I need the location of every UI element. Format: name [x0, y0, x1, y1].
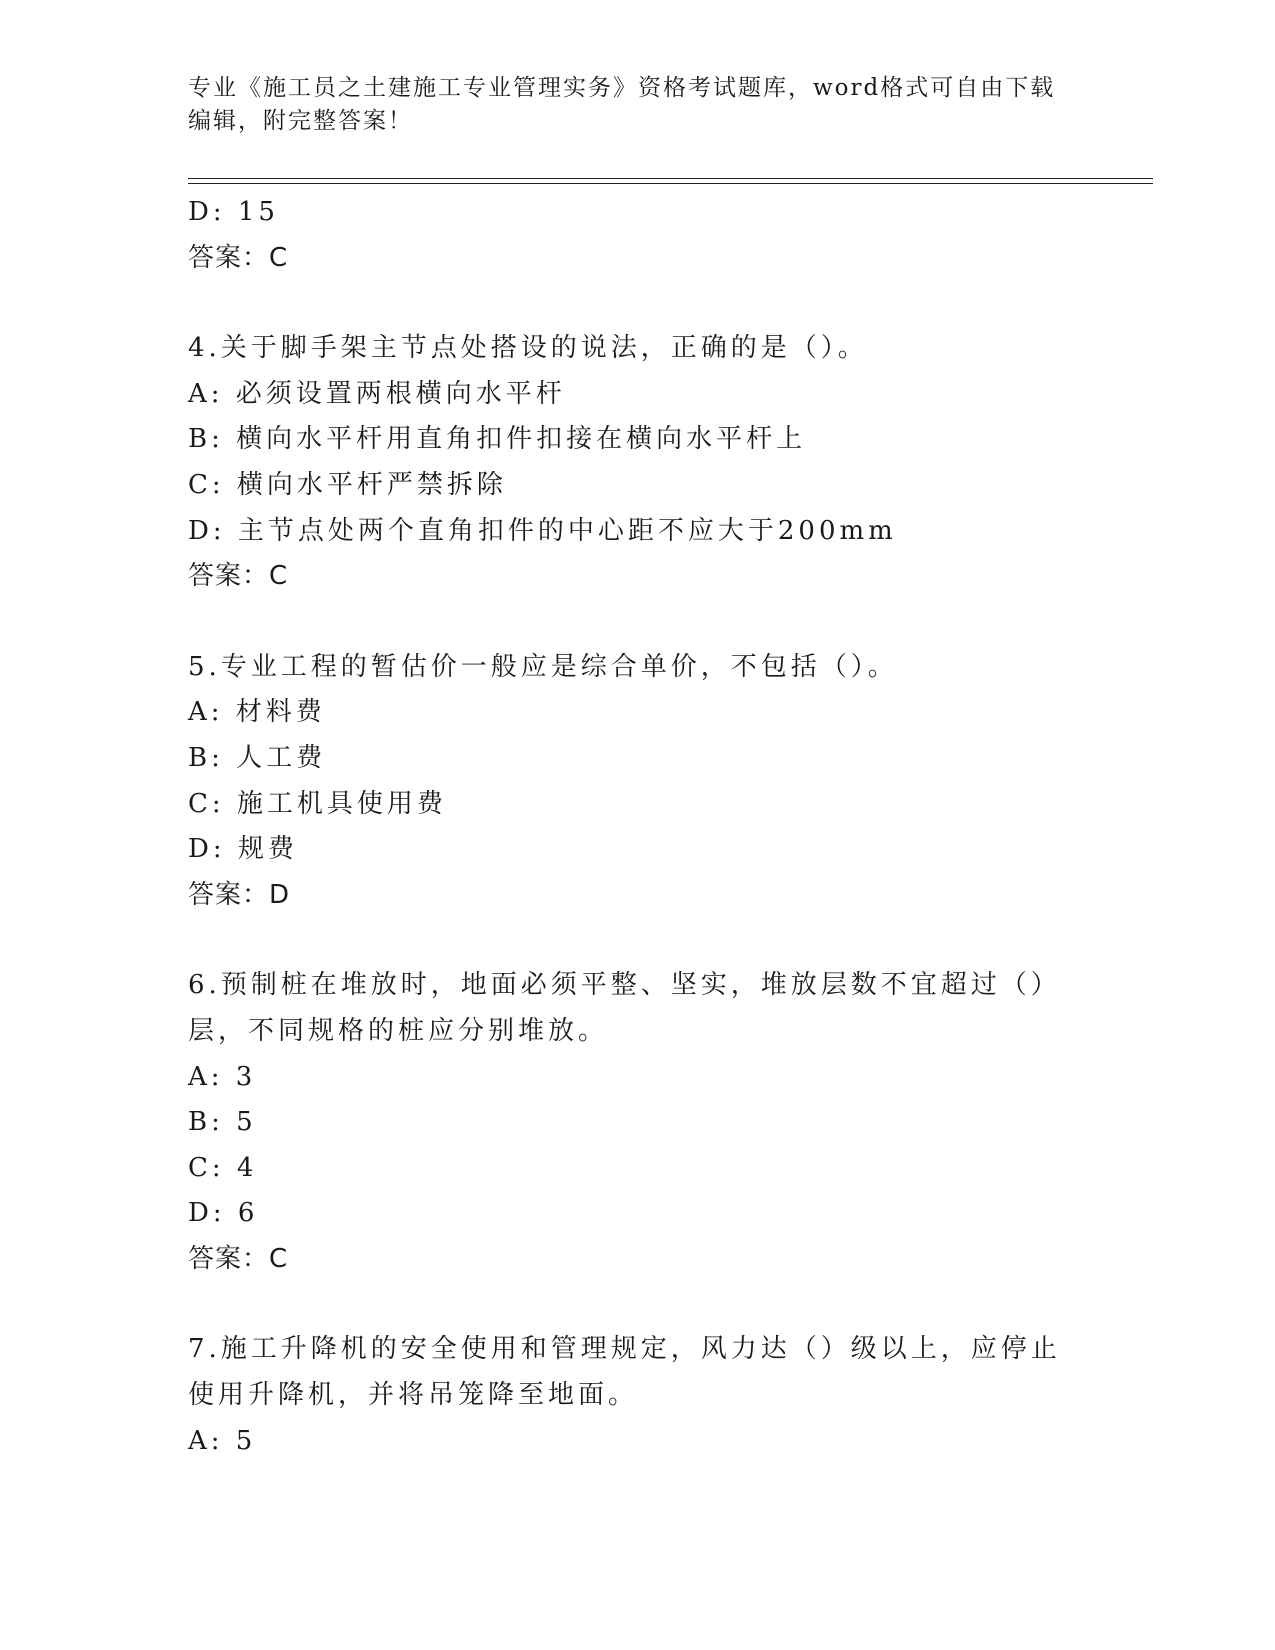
answer-line: 答案：C [188, 561, 289, 592]
answer-line: 答案：D [188, 879, 291, 910]
option-a: A: 3 [188, 1061, 257, 1092]
option-c: C: 施工机具使用费 [188, 788, 447, 819]
question-block [188, 1327, 1068, 1464]
question-stem: 7.施工升降机的安全使用和管理规定，风力达（）级以上，应停止使用升降机，并将吊笼降至地面。 [188, 1334, 1061, 1411]
option-b: B: 5 [188, 1107, 257, 1138]
option-b: B: 横向水平杆用直角扣件扣接在横向水平杆上 [188, 424, 807, 455]
question-block [188, 963, 1068, 1282]
option-a: A: 材料费 [188, 697, 326, 728]
document-header: 专业《施工员之土建施工专业管理实务》资格考试题库，word格式可自由下载编辑，附完整答案！ [188, 75, 1056, 134]
option-a: A: 5 [188, 1425, 257, 1456]
option-d: D: 15 [188, 197, 279, 227]
option-b: B: 人工费 [188, 742, 327, 773]
option-d: D: 主节点处两个直角扣件的中心距不应大于200mm [188, 515, 897, 546]
option-d: D: 6 [188, 1198, 259, 1229]
question-stem: 6.预制桩在堆放时，地面必须平整、坚实，堆放层数不宜超过（）层，不同规格的桩应分别堆放。 [188, 970, 1061, 1046]
question-list [188, 190, 1068, 1464]
question-stem: 5.专业工程的暂估价一般应是综合单价，不包括（）。 [188, 651, 898, 682]
header-divider-bottom [188, 183, 1153, 184]
answer-line: 答案：C [188, 242, 289, 273]
question-stem: 4.关于脚手架主节点处搭设的说法，正确的是（）。 [188, 333, 868, 364]
option-a: A: 必须设置两根横向水平杆 [188, 378, 566, 409]
option-c: C: 4 [188, 1152, 258, 1183]
header-divider-top [188, 178, 1153, 179]
option-d: D: 规费 [188, 834, 298, 865]
option-c: C: 横向水平杆严禁拆除 [188, 469, 507, 500]
question-block [188, 645, 1068, 919]
answer-line: 答案：C [188, 1243, 289, 1274]
question-block [188, 326, 1068, 600]
